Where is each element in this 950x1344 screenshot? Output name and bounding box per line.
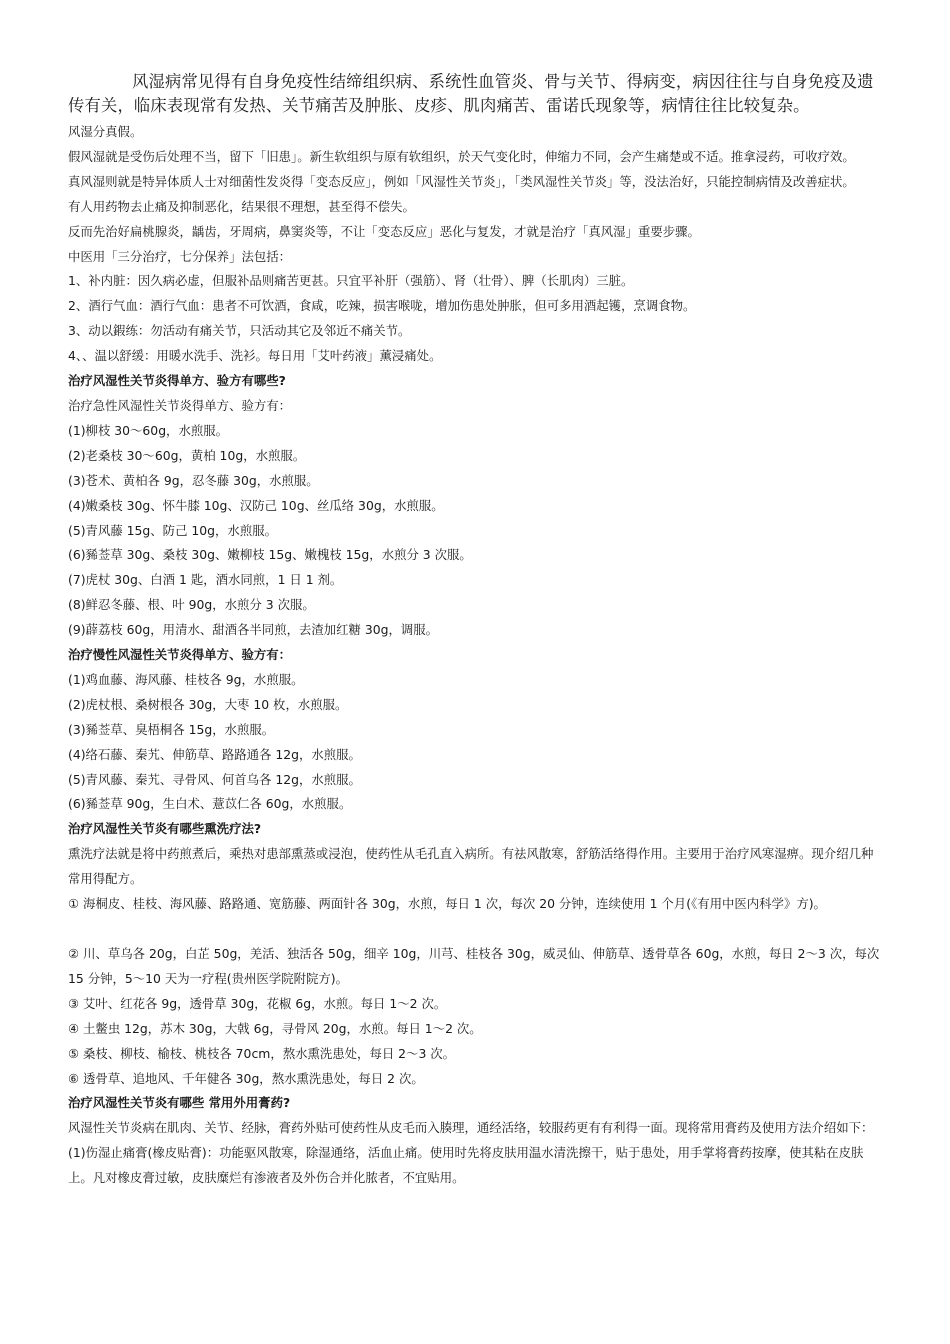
paragraph: ⑤ 桑枝、柳枝、榆枝、桃枝各 70cm，熬水熏洗患处，每日 2～3 次。 xyxy=(68,1045,456,1061)
section-heading: 治疗风湿性关节炎有哪些 常用外用膏药? xyxy=(68,1095,291,1111)
section-heading: 治疗风湿性关节炎有哪些熏洗疗法? xyxy=(68,821,262,837)
paragraph: 治疗急性风湿性关节炎得单方、验方有： xyxy=(68,397,292,413)
blank-line xyxy=(68,917,884,942)
paragraph: 2、酒行气血：酒行气血：患者不可饮酒，食咸，吃辣，损害喉咙，增加伤患处肿胀，但可多用酒起镬，烹调食物。 xyxy=(68,298,696,314)
paragraph: 真风湿则就是特异体质人士对细菌性发炎得「变态反应」，例如「风湿性关节炎」，「类风湿性关节炎」等，没法治好，只能控制病情及改善症状。 xyxy=(68,173,855,189)
paragraph: (6)豨莶草 90g，生白术、薏苡仁各 60g，水煎服。 xyxy=(68,796,352,812)
paragraph: 假风湿就是受伤后处理不当，留下「旧患」。新生软组织与原有软组织，於天气变化时，伸缩力不同，会产生痛楚或不适。推拿浸药，可收疗效。 xyxy=(68,148,855,164)
paragraph: 有人用药物去止痛及抑制恶化，结果很不理想，甚至得不偿失。 xyxy=(68,198,415,214)
paragraph: (2)老桑枝 30～60g，黄柏 10g，水煎服。 xyxy=(68,447,306,463)
paragraph: (8)鲜忍冬藤、根、叶 90g，水煎分 3 次服。 xyxy=(68,597,315,613)
paragraph: 中医用「三分治疗，七分保养」法包括： xyxy=(68,248,292,264)
paragraph: (6)豨莶草 30g、桑枝 30g、嫩柳枝 15g、嫩槐枝 15g，水煎分 3 次服。 xyxy=(68,547,472,563)
paragraph: (4)嫩桑枝 30g、怀牛膝 10g、汉防己 10g、丝瓜络 30g，水煎服。 xyxy=(68,497,444,513)
paragraph: ③ 艾叶、红花各 9g，透骨草 30g，花椒 6g，水煎。每日 1～2 次。 xyxy=(68,995,447,1011)
paragraph: ② 川、草乌各 20g，白芷 50g，羌活、独活各 50g，细辛 10g，川芎、桂枝各 30g，威灵仙、伸筋草、透骨草各 60g，水煎，每日 2～3 次，每次 15 分钟，5～10 天为一疗程(贵州医学院附院方)。 xyxy=(68,946,880,986)
paragraph: (1)柳枝 30～60g，水煎服。 xyxy=(68,422,229,438)
intro-paragraph: 风湿病常见得有自身免疫性结缔组织病、系统性血管炎、骨与关节、得病变，病因往往与自身免疫及遗传有关，临床表现常有发热、关节痛苦及肿胀、皮疹、肌肉痛苦、雷诺氏现象等，病情往往比较复杂。 xyxy=(68,72,874,115)
paragraph: ⑥ 透骨草、追地风、千年健各 30g，熬水熏洗患处，每日 2 次。 xyxy=(68,1070,424,1086)
section-heading: 治疗慢性风湿性关节炎得单方、验方有： xyxy=(68,647,292,663)
paragraph: (7)虎杖 30g、白酒 1 匙，酒水同煎，1 日 1 剂。 xyxy=(68,572,343,588)
paragraph: (1)伤湿止痛膏(橡皮贴膏)：功能驱风散寒，除湿通络，活血止痛。使用时先将皮肤用温水清洗擦干，贴于患处，用手掌将膏药按摩，使其粘在皮肤上。凡对橡皮膏过敏，皮肤糜烂有渗液者及外伤合并化脓者，不宜贴用。 xyxy=(68,1145,864,1186)
paragraph: (9)薜荔枝 60g，用清水、甜酒各半同煎，去渣加红糖 30g，调服。 xyxy=(68,622,439,638)
paragraph: 熏洗疗法就是将中药煎煮后，乘热对患部熏蒸或浸泡，使药性从毛孔直入病所。有祛风散寒，舒筋活络得作用。主要用于治疗风寒湿痹。现介绍几种常用得配方。 xyxy=(68,846,874,887)
paragraph: ① 海桐皮、桂枝、海风藤、路路通、宽筋藤、两面针各 30g，水煎，每日 1 次，每次 20 分钟，连续使用 1 个月(《有用中医内科学》方)。 xyxy=(68,896,826,912)
paragraph: 4、、温以舒缓：用暖水洗手、洗衫。每日用「艾叶药液」薰浸痛处。 xyxy=(68,348,442,364)
section-heading: 治疗风湿性关节炎得单方、验方有哪些? xyxy=(68,373,286,389)
paragraph: (5)青风藤 15g、防己 10g，水煎服。 xyxy=(68,522,277,538)
paragraph: (3)豨莶草、臭梧桐各 15g，水煎服。 xyxy=(68,721,275,737)
document-body xyxy=(68,120,884,1191)
paragraph: 3、动以鍜练：勿活动有痛关节，只活动其它及邻近不痛关节。 xyxy=(68,323,411,339)
paragraph: (4)络石藤、秦艽、伸筋草、路路通各 12g，水煎服。 xyxy=(68,746,361,762)
document-page xyxy=(68,70,884,1191)
paragraph: (3)苍术、黄柏各 9g，忍冬藤 30g，水煎服。 xyxy=(68,472,319,488)
paragraph: 风湿性关节炎病在肌肉、关节、经脉，膏药外贴可使药性从皮毛而入腠理，通经活络，较服药更有有利得一面。现将常用膏药及使用方法介绍如下： xyxy=(68,1120,874,1136)
paragraph: 反而先治好扁桃腺炎，龋齿，牙周病，鼻窦炎等，不让「变态反应」恶化与复发，才就是治疗「真风湿」重要步骤。 xyxy=(68,223,700,239)
paragraph: (2)虎杖根、桑树根各 30g，大枣 10 枚，水煎服。 xyxy=(68,696,348,712)
paragraph: (5)青风藤、秦艽、寻骨风、何首乌各 12g，水煎服。 xyxy=(68,771,361,787)
paragraph: ④ 土鳖虫 12g，苏木 30g，大戟 6g，寻骨风 20g，水煎。每日 1～2 次。 xyxy=(68,1020,482,1036)
paragraph: 1、补内脏：因久病必虚，但服补品则痛苦更甚。只宜平补肝（强筋）、肾（壮骨）、脾（长肌肉）三脏。 xyxy=(68,273,634,289)
paragraph: (1)鸡血藤、海风藤、桂枝各 9g，水煎服。 xyxy=(68,671,304,687)
paragraph: 风湿分真假。 xyxy=(68,124,143,139)
